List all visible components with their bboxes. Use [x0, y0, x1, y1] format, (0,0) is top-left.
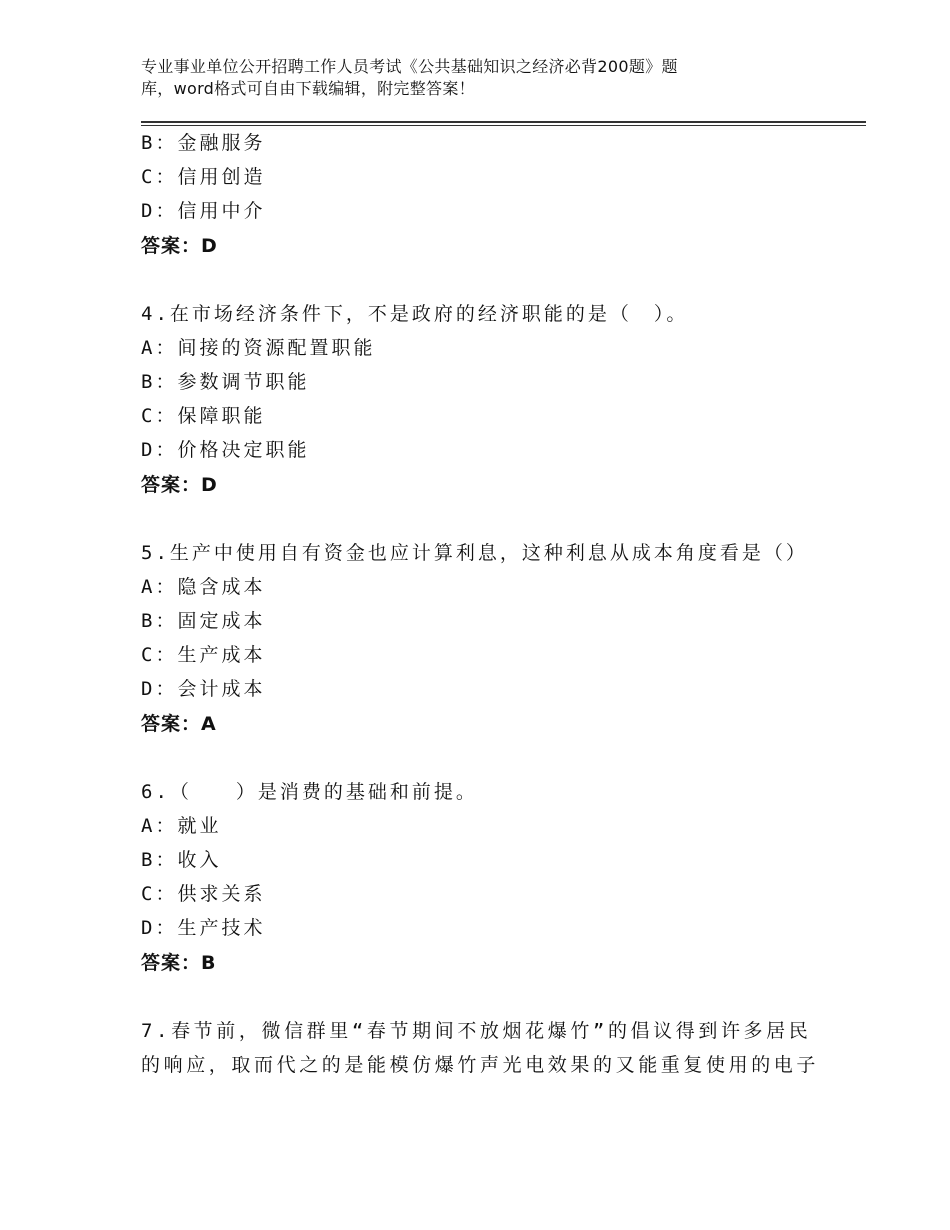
option-d: D：信用中介	[141, 200, 266, 222]
answer-line: 答案：D	[141, 474, 218, 496]
question-stem: 4.在市场经济条件下，不是政府的经济职能的是（ ）。	[141, 303, 689, 325]
option-d: D：会计成本	[141, 678, 266, 700]
option-b: B：固定成本	[141, 610, 266, 632]
option-c: C：供求关系	[141, 883, 266, 905]
question-stem: 5.生产中使用自有资金也应计算利息，这种利息从成本角度看是（）	[141, 542, 808, 564]
option-b: B：收入	[141, 849, 222, 871]
answer-line: 答案：D	[141, 235, 218, 257]
option-a: A：隐含成本	[141, 576, 266, 598]
header-title-line-2: 库，word格式可自由下载编辑，附完整答案！	[141, 79, 475, 98]
question-stem-line-2: 的响应，取而代之的是能模仿爆竹声光电效果的又能重复使用的电子	[141, 1054, 820, 1076]
option-a: A：间接的资源配置职能	[141, 337, 376, 359]
header-rule-thick	[141, 121, 866, 123]
document-header	[141, 56, 781, 100]
header-rule-thin	[141, 125, 866, 126]
answer-line: 答案：B	[141, 952, 217, 974]
answer-line: 答案：A	[141, 713, 217, 735]
option-d: D：生产技术	[141, 917, 266, 939]
question-stem: 6.（ ）是消费的基础和前提。	[141, 781, 478, 803]
option-c: C：信用创造	[141, 166, 266, 188]
option-c: C：保障职能	[141, 405, 266, 427]
question-stem-line-1: 7.春节前，微信群里“春节期间不放烟花爆竹”的倡议得到许多居民	[141, 1020, 812, 1042]
header-title-line-1: 专业事业单位公开招聘工作人员考试《公共基础知识之经济必背200题》题	[141, 57, 678, 76]
option-a: A：就业	[141, 815, 222, 837]
option-b: B：金融服务	[141, 132, 266, 154]
option-b: B：参数调节职能	[141, 371, 310, 393]
option-c: C：生产成本	[141, 644, 266, 666]
option-d: D：价格决定职能	[141, 439, 310, 461]
